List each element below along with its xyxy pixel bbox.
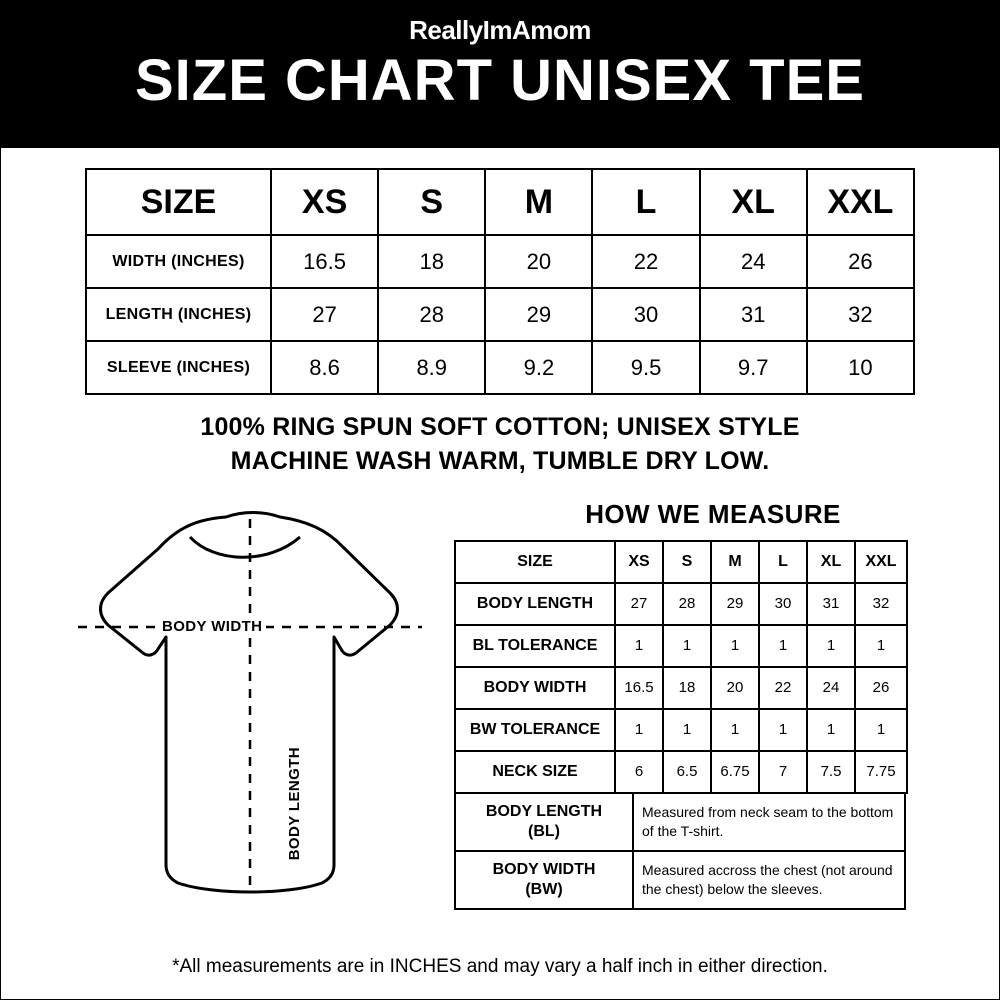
care-line-2: MACHINE WASH WARM, TUMBLE DRY LOW. <box>230 446 770 475</box>
cell-length-l: 30 <box>592 288 699 341</box>
measure-cell-blt-m: 1 <box>711 625 759 667</box>
measure-cell-blt-xs: 1 <box>615 625 663 667</box>
measure-cell-bw-s: 18 <box>663 667 711 709</box>
page-title: SIZE CHART UNISEX TEE <box>135 47 865 113</box>
measure-cell-neck-xxl: 7.75 <box>855 751 907 793</box>
measure-cell-blt-xxl: 1 <box>855 625 907 667</box>
legend-name-line2: (BL) <box>528 822 560 840</box>
page-header <box>0 0 1000 148</box>
measure-cell-blt-s: 1 <box>663 625 711 667</box>
cell-sleeve-xs: 8.6 <box>271 341 378 394</box>
legend-name-line1: BODY LENGTH <box>485 802 603 820</box>
brand-name: ReallyImAmom <box>409 15 591 45</box>
shirt-diagram-container <box>28 493 448 917</box>
care-instructions <box>0 411 1000 479</box>
table-row <box>455 583 907 625</box>
legend-name-line1: BODY WIDTH <box>492 860 596 878</box>
measure-header-xs: XS <box>615 541 663 583</box>
measure-cell-bl-s: 28 <box>663 583 711 625</box>
measure-cell-bw-l: 22 <box>759 667 807 709</box>
cell-length-xs: 27 <box>271 288 378 341</box>
measure-cell-bl-xs: 27 <box>615 583 663 625</box>
size-table-header-xl: XL <box>700 169 807 235</box>
measure-cell-neck-l: 7 <box>759 751 807 793</box>
measure-row-label-bw-tolerance: BW TOLERANCE <box>455 709 615 751</box>
cell-sleeve-xxl: 10 <box>807 341 914 394</box>
how-we-measure-section <box>448 493 972 917</box>
table-row <box>86 235 914 288</box>
table-header-row <box>455 541 907 583</box>
measure-cell-bl-xl: 31 <box>807 583 855 625</box>
legend-body <box>455 793 905 909</box>
measure-cell-blt-l: 1 <box>759 625 807 667</box>
legend-row-body-length <box>455 793 905 851</box>
size-table-header-xs: XS <box>271 169 378 235</box>
cell-width-xs: 16.5 <box>271 235 378 288</box>
measure-cell-blt-xl: 1 <box>807 625 855 667</box>
size-table-header-size: SIZE <box>86 169 271 235</box>
cell-width-xxl: 26 <box>807 235 914 288</box>
cell-width-m: 20 <box>485 235 592 288</box>
legend-name-body-length <box>455 793 633 851</box>
measure-cell-bw-xl: 24 <box>807 667 855 709</box>
table-row <box>455 709 907 751</box>
legend-name-line2: (BW) <box>525 880 563 898</box>
measure-header-xxl: XXL <box>855 541 907 583</box>
legend-name-body-width <box>455 851 633 909</box>
measure-row-label-body-length: BODY LENGTH <box>455 583 615 625</box>
cell-length-s: 28 <box>378 288 485 341</box>
measure-row-label-neck-size: NECK SIZE <box>455 751 615 793</box>
cell-width-s: 18 <box>378 235 485 288</box>
table-row <box>455 667 907 709</box>
measure-cell-bl-xxl: 32 <box>855 583 907 625</box>
legend-desc-body-length: Measured from neck seam to the bottom of the T-shirt. <box>633 793 905 851</box>
how-we-measure-title: HOW WE MEASURE <box>585 498 841 529</box>
measure-cell-bl-l: 30 <box>759 583 807 625</box>
size-table <box>85 168 915 395</box>
measure-cell-bwt-s: 1 <box>663 709 711 751</box>
size-table-header-l: L <box>592 169 699 235</box>
size-table-body <box>86 235 914 394</box>
cell-width-xl: 24 <box>700 235 807 288</box>
table-row <box>86 341 914 394</box>
measure-cell-neck-m: 6.75 <box>711 751 759 793</box>
tshirt-outline-icon <box>38 497 438 917</box>
measure-cell-bwt-xxl: 1 <box>855 709 907 751</box>
measure-cell-neck-s: 6.5 <box>663 751 711 793</box>
measure-header-m: M <box>711 541 759 583</box>
legend-desc-body-width: Measured accross the chest (not around the chest) below the sleeves. <box>633 851 905 909</box>
measure-cell-bw-xs: 16.5 <box>615 667 663 709</box>
table-row <box>455 751 907 793</box>
measure-header-s: S <box>663 541 711 583</box>
measure-header-l: L <box>759 541 807 583</box>
measure-cell-neck-xs: 6 <box>615 751 663 793</box>
table-row <box>86 288 914 341</box>
lower-section <box>0 493 1000 917</box>
size-table-header-m: M <box>485 169 592 235</box>
row-label-sleeve: SLEEVE (INCHES) <box>86 341 271 394</box>
cell-sleeve-s: 8.9 <box>378 341 485 394</box>
cell-length-xl: 31 <box>700 288 807 341</box>
footnote: *All measurements are in INCHES and may vary a half inch in either direction. <box>172 956 828 977</box>
measure-cell-bwt-m: 1 <box>711 709 759 751</box>
cell-length-m: 29 <box>485 288 592 341</box>
table-row <box>455 625 907 667</box>
how-we-measure-table <box>454 540 908 794</box>
measure-table-head <box>455 541 907 583</box>
legend-row-body-width <box>455 851 905 909</box>
measure-row-label-body-width: BODY WIDTH <box>455 667 615 709</box>
measure-cell-bwt-l: 1 <box>759 709 807 751</box>
diagram-label-body-width: BODY WIDTH <box>158 618 266 635</box>
measure-cell-bwt-xs: 1 <box>615 709 663 751</box>
diagram-label-body-length: BODY LENGTH <box>286 743 303 864</box>
cell-width-l: 22 <box>592 235 699 288</box>
measurement-legend-table <box>454 792 906 910</box>
cell-sleeve-xl: 9.7 <box>700 341 807 394</box>
size-table-head <box>86 169 914 235</box>
measure-cell-bwt-xl: 1 <box>807 709 855 751</box>
measure-cell-neck-xl: 7.5 <box>807 751 855 793</box>
measure-table-body <box>455 583 907 793</box>
measure-cell-bw-m: 20 <box>711 667 759 709</box>
cell-length-xxl: 32 <box>807 288 914 341</box>
measure-header-size: SIZE <box>455 541 615 583</box>
cell-sleeve-l: 9.5 <box>592 341 699 394</box>
row-label-width: WIDTH (INCHES) <box>86 235 271 288</box>
size-table-header-xxl: XXL <box>807 169 914 235</box>
table-header-row <box>86 169 914 235</box>
size-table-header-s: S <box>378 169 485 235</box>
measure-header-xl: XL <box>807 541 855 583</box>
measure-row-label-bl-tolerance: BL TOLERANCE <box>455 625 615 667</box>
cell-sleeve-m: 9.2 <box>485 341 592 394</box>
measure-cell-bl-m: 29 <box>711 583 759 625</box>
size-table-container <box>85 168 915 395</box>
row-label-length: LENGTH (INCHES) <box>86 288 271 341</box>
care-line-1: 100% RING SPUN SOFT COTTON; UNISEX STYLE <box>200 413 800 441</box>
measure-cell-bw-xxl: 26 <box>855 667 907 709</box>
